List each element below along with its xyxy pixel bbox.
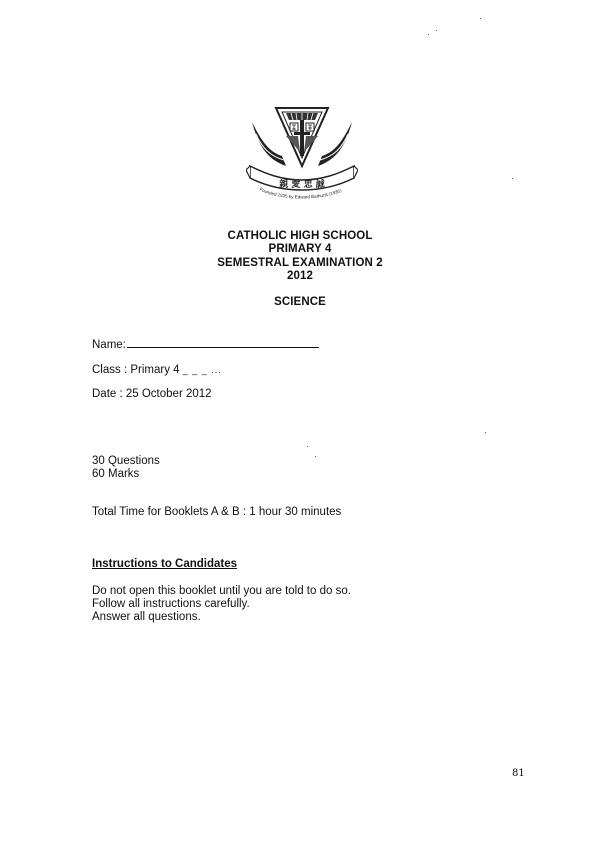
scan-speck: [307, 446, 308, 447]
instruction-item: Do not open this booklet until you are told to do so.: [92, 585, 351, 597]
instruction-item: Answer all questions.: [92, 611, 201, 623]
class-label: Class : Primary 4: [92, 364, 180, 376]
name-label: Name:: [92, 339, 126, 351]
class-blank[interactable]: _ _ _ ...: [182, 365, 222, 375]
name-blank-line[interactable]: [127, 337, 319, 348]
school-name: CATHOLIC HIGH SCHOOL: [227, 230, 373, 242]
scan-speck: [315, 456, 316, 457]
marks-count: 60 Marks: [92, 468, 140, 480]
page-number: 81: [512, 768, 525, 779]
instruction-item: Follow all instructions carefully.: [92, 598, 250, 610]
class-field: [92, 364, 222, 377]
exam-title: SEMESTRAL EXAMINATION 2: [217, 257, 383, 269]
instructions-heading: Instructions to Candidates: [92, 558, 238, 570]
subject-title: SCIENCE: [274, 296, 326, 308]
level-title: PRIMARY 4: [268, 243, 332, 255]
scan-speck: [428, 34, 429, 35]
svg-text:親 愛 忠 誠: 親 愛 忠 誠: [279, 180, 325, 190]
scan-speck: [480, 18, 481, 19]
school-crest-logo: [246, 104, 358, 204]
question-count: 30 Questions: [92, 455, 160, 467]
name-field: [92, 337, 319, 352]
scan-speck: [512, 178, 513, 179]
scan-speck: [485, 432, 486, 433]
svg-text:Founded 1935 by Edward Bathurs: Founded 1935 by Edward Bathurst (1935): [258, 186, 343, 200]
total-time: Total Time for Booklets A & B : 1 hour 30 minutes: [92, 506, 342, 518]
exam-year: 2012: [287, 270, 313, 282]
date-line: Date : 25 October 2012: [92, 388, 212, 400]
scan-speck: [436, 30, 437, 31]
